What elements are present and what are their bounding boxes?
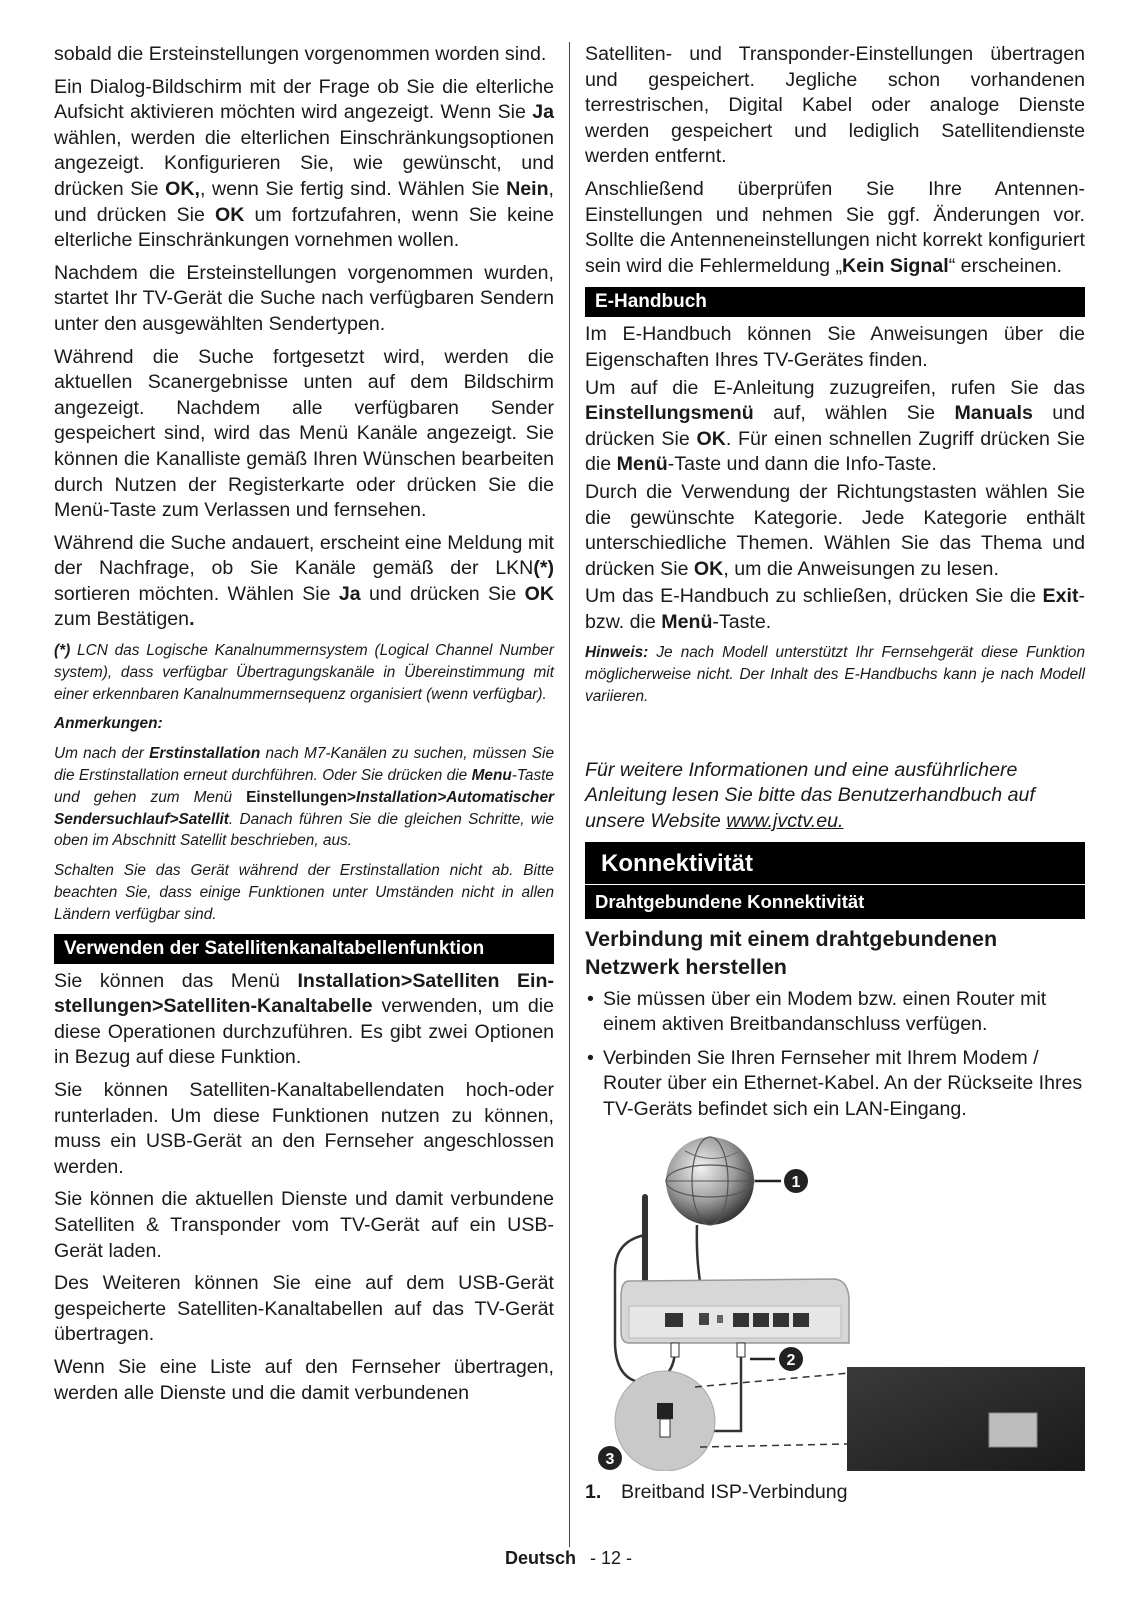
wired-network-heading: Verbindung mit einem drahtgebundenen Netzwerk herstellen [585,926,998,979]
paragraph-sat-download: Des Weiteren können Sie eine auf dem USB-Gerät gespeicherte Satelliten-Kanaltabellen auf das TV-Gerät übertragen. [54,1272,554,1346]
page-number: - 12 - [590,1548,633,1568]
footer-language: Deutsch [504,1548,576,1568]
section-heading-konnektivitaet [585,842,1085,884]
list-item: • Sie müssen über ein Modem bzw. einen Router mit einem aktiven Breitbandanschluss verfügen. [585,987,1085,1038]
right-column [585,42,1085,1504]
paragraph-ehandbuch-navigate: Durch die Verwendung der Richtungstasten wählen Sie die gewünschte Kategorie. Jede Kategorie enthält unterschiedliche Themen. Wählen Sie das Thema und drücken Sie OK, um die Anweisungen zu lesen. [585,480,1085,580]
paragraph-ehandbuch-intro: Im E-Handbuch können Sie Anweisungen über die Eigenschaften Ihres TV-Gerätes finden. [585,323,1085,371]
router-icon [621,1197,849,1343]
svg-text:1: 1 [791,1173,801,1191]
subsection-heading-wired: Drahtgebundene Konnektivität [585,884,1085,919]
paragraph-sat-upload: Sie können die aktuellen Dienste und damit verbundene Satelliten & Transponder vom TV-Gerät auf ein USB-Gerät laden. [54,1188,554,1262]
section-heading-ehandbuch: E-Handbuch [585,287,1085,317]
wired-connection-diagram [585,1131,1085,1471]
paragraph-parental: Ein Dialog-Bildschirm mit der Frage ob Sie die elterliche Aufsicht aktivieren möchten wird angezeigt. Wenn Sie Ja wählen, werden die elterlichen Einschränkungsoptionen angezeigt. Konfigurieren Sie, wie gewünscht, und drücken Sie OK,, wenn Sie fertig sind. Wählen Sie Nein, und drücken Sie OK um fortzufahren, wenn Sie keine elterliche Einschränkungen vornehmen wollen. [54,75,554,252]
hint-note: Hinweis: Je nach Modell unterstützt Ihr Fernsehgerät diese Funktion möglicherweise nicht. Der Inhalt des E-Handbuchs kann je nach Modell variieren. [585,644,1085,706]
paragraph-search-start: Nachdem die Ersteinstellungen vorgenommen wurden, startet Ihr TV-Gerät die Suche nach verfügbaren Sendern unter den ausgewählten Sendertypen. [54,261,554,335]
konnektivitaet-title: Konnektivität [601,849,754,877]
wired-requirements-list [585,987,1085,1123]
diagram-legend [585,1481,1085,1504]
svg-text:3: 3 [605,1450,615,1468]
paragraph-ehandbuch-access: Um auf die E-Anleitung zuzugreifen, rufen Sie das Einstellungsmenü auf, wählen Sie Manuals und drücken Sie OK. Für einen schnellen Zugriff drücken Sie die Menü-Taste und dann die Info-Taste. [585,376,1085,476]
tv-icon [847,1367,1085,1471]
note-power: Schalten Sie das Gerät während der Erstinstallation nicht ab. Bitte beachten Sie, dass einige Funktionen unter Umständen nicht in allen Ländern verfügbar sind. [54,862,554,923]
legend-text: Breitband ISP-Verbindung [621,1480,848,1503]
svg-text:2: 2 [786,1351,796,1369]
note-first-install: Um nach der Erstinstallation nach M7-Kanälen zu suchen, müssen Sie die Erstinstallation erneut durchführen. Oder Sie drücken die Menu-Taste und gehen zum Menü Einstellungen>Installation>Automatischer Sendersuchlauf>Satellit. Danach führen Sie die gleichen Schritte, wie oben im Abschnitt Satellit beschrieben, aus. [54,745,554,850]
page-footer [0,1548,1137,1569]
label-3-icon [598,1446,622,1470]
column-divider [569,42,570,1547]
paragraph-antenna: Anschließend überprüfen Sie Ihre Antennen-Einstellungen und nehmen Sie ggf. Änderungen vor. Sollte die Antenneneinstellungen nicht korrekt konfiguriert sein wird die Fehlermeldung „Kein Signal“ erscheinen. [585,177,1085,277]
lcn-footnote: (*) LCN das Logische Kanalnummernsystem (Logical Channel Number system), dass verfügbar Übertragungskanäle in Übereinstimmung mit einer erkennbaren Kanalnummernsequenz organisiert (wenn verfügbar). [54,642,554,703]
website-link[interactable]: www.jvctv.eu. [726,810,844,833]
paragraph-sat-menu: Sie können das Menü Installation>Satelliten Ein-stellungen>Satelliten-Kanaltabelle verwenden, um die diese Operationen durchzuführen. Es gibt zwei Optionen in Bezug auf diese Funktion. [54,969,554,1069]
label-2-icon [779,1347,803,1371]
more-info-paragraph: Für weitere Informationen und eine ausführlichere Anleitung lesen Sie bitte das Benutzerhandbuch auf unsere Website www.jvctv.eu. [585,758,1035,833]
list-item: • Verbinden Sie Ihren Fernseher mit Ihrem Modem / Router über ein Ethernet-Kabel. An der Rückseite Ihres TV-Geräts befindet sich ein LAN-Eingang. [585,1046,1085,1123]
left-column [54,42,554,1413]
paragraph-sat-continued: Satelliten- und Transponder-Einstellungen übertragen und gespeichert. Jegliche schon vorhandenen terrestrischen, Digital Kabel oder analoge Dienste werden gespeichert und lediglich Satellitendienste werden entfernt. [585,43,1085,168]
legend-number: 1. [585,1480,602,1503]
section-heading-satellite-table: Verwenden der Satellitenkanaltabellenfunktion [54,934,554,964]
notes-heading: Anmerkungen: [54,715,163,733]
paragraph-sat-transfer: Wenn Sie eine Liste auf den Fernseher übertragen, werden alle Dienste und die damit verbundenen [54,1355,554,1404]
paragraph-search-progress: Während die Suche fortgesetzt wird, werden die aktuellen Scanergebnisse unten auf dem Bildschirm angezeigt. Nachdem alle verfügbaren Sender gespeichert sind, wird das Menü Kanäle angezeigt. Sie können die Kanalliste gemäß Ihren Wünschen bearbeiten durch Nutzen der Registerkarte oder drücken Sie die Menü-Taste zum Verlassen und fernsehen. [54,345,554,522]
paragraph-lcn-sort: Während die Suche andauert, erscheint eine Meldung mit der Nachfrage, ob Sie Kanäle gemäß der LKN(*) sortieren möchten. Wählen Sie Ja und drücken Sie OK zum Bestätigen. [54,531,555,631]
internet-globe-icon [666,1137,754,1225]
paragraph-ehandbuch-close: Um das E-Handbuch zu schließen, drücken Sie die Exit- bzw. die Menü-Taste. [585,585,1085,633]
paragraph-sat-usb: Sie können Satelliten-Kanaltabellendaten hoch-oder runterladen. Um diese Funktionen nutzen zu können, muss ein USB-Gerät an den Fernseher angeschlossen werden. [54,1079,554,1178]
paragraph-intro: sobald die Ersteinstellungen vorgenommen worden sind. [54,43,547,65]
label-1-icon [784,1169,808,1193]
